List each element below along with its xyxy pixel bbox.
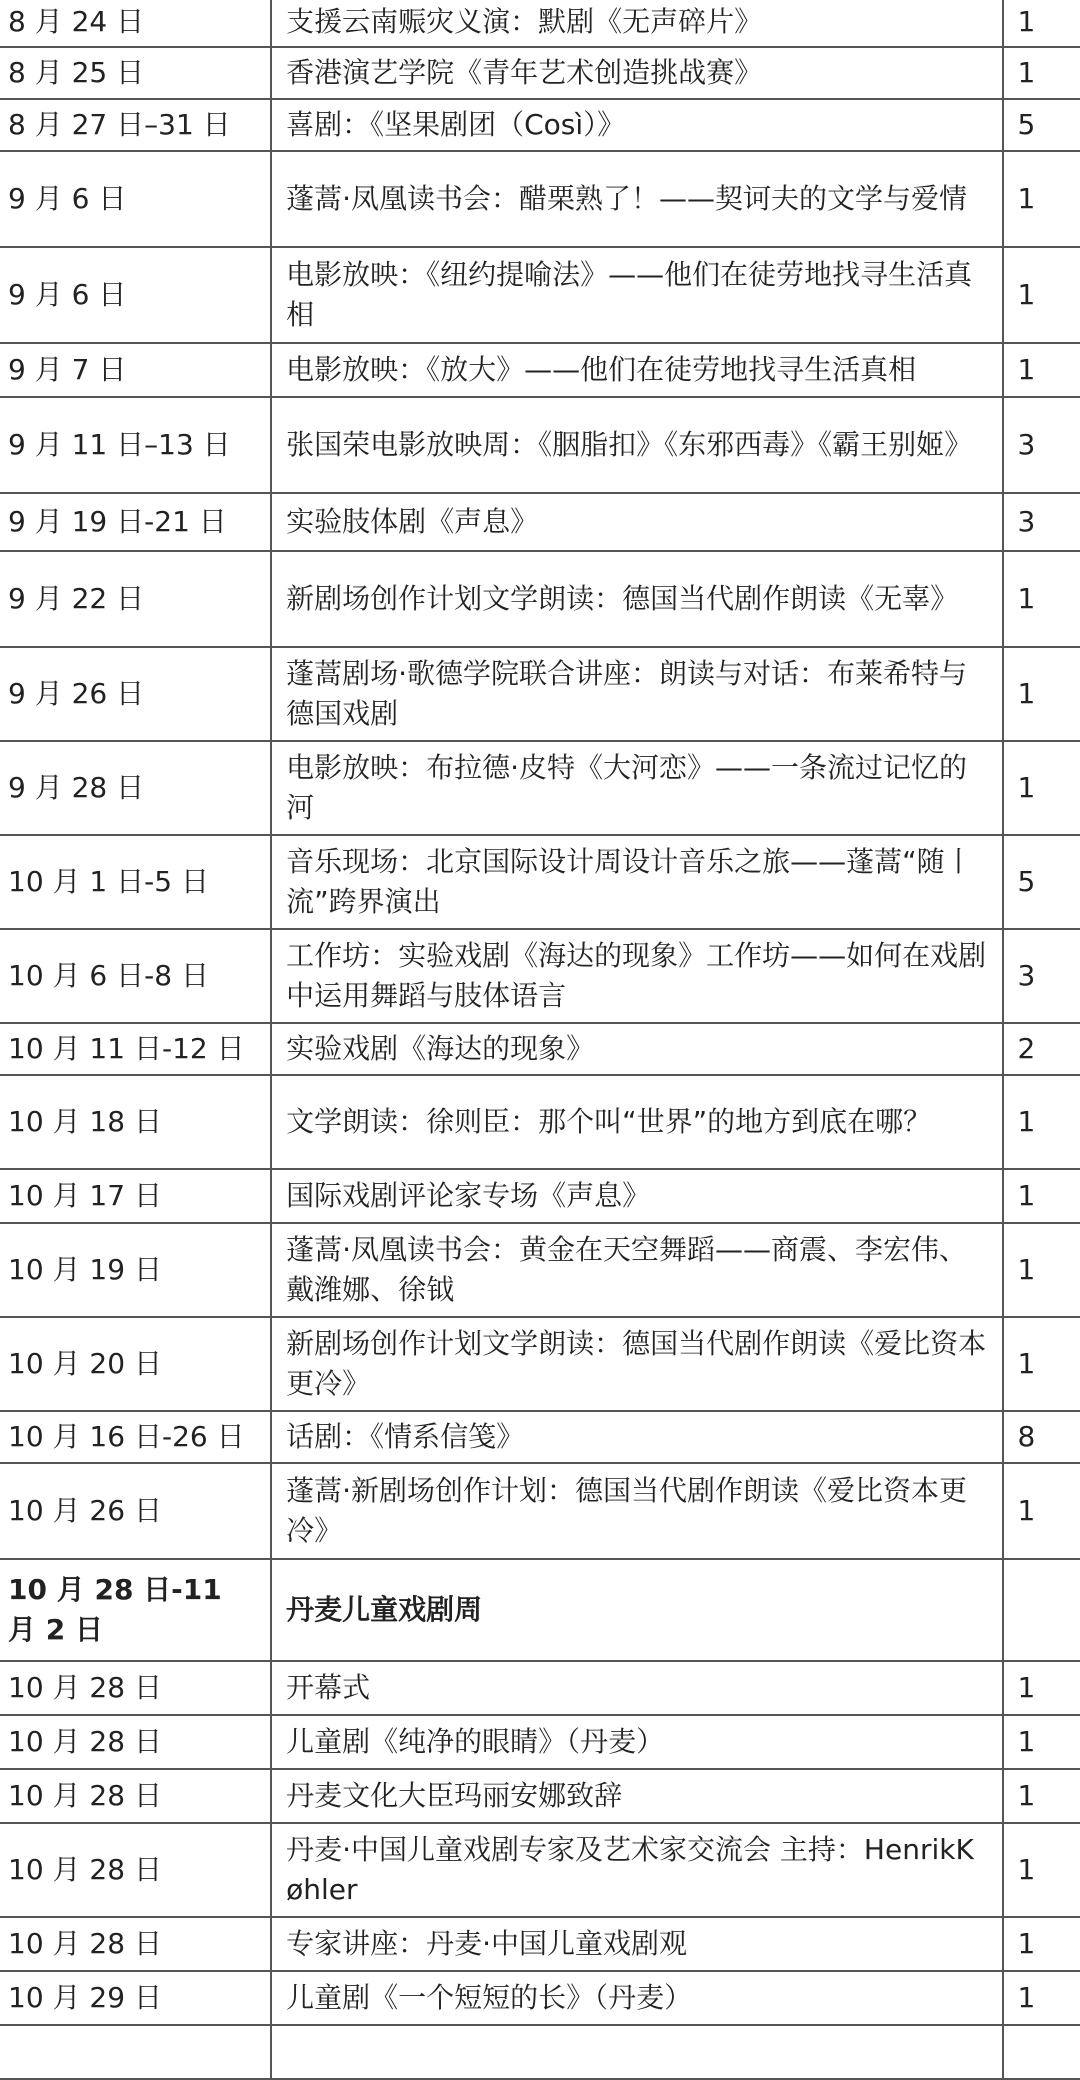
table-row	[0, 929, 1080, 1023]
event-cell: 音乐现场：北京国际设计周设计音乐之旅——蓬蒿“随丨流”跨界演出	[271, 835, 1002, 929]
date-cell: 10 月 17 日	[0, 1169, 271, 1223]
event-cell: 蓬蒿·新剧场创作计划：德国当代剧作朗读《爱比资本更冷》	[271, 1463, 1002, 1559]
date-cell: 10 月 28 日	[0, 1769, 271, 1823]
table-row	[0, 1661, 1080, 1715]
event-cell: 开幕式	[271, 1661, 1002, 1715]
event-cell: 电影放映：《放大》——他们在徒劳地找寻生活真相	[271, 343, 1002, 397]
table-row	[0, 1317, 1080, 1411]
event-cell: 丹麦文化大臣玛丽安娜致辞	[271, 1769, 1002, 1823]
date-cell: 9 月 22 日	[0, 551, 271, 647]
count-cell: 1	[1003, 741, 1080, 835]
date-cell: 9 月 19 日-21 日	[0, 493, 271, 551]
event-cell: 喜剧：《坚果剧团（Così）》	[271, 99, 1002, 151]
event-cell: 新剧场创作计划文学朗读：德国当代剧作朗读《无辜》	[271, 551, 1002, 647]
count-cell: 1	[1003, 1971, 1080, 2025]
event-cell: 专家讲座：丹麦·中国儿童戏剧观	[271, 1917, 1002, 1971]
date-cell: 10 月 28 日	[0, 1715, 271, 1769]
table-row	[0, 1223, 1080, 1317]
date-cell: 10 月 18 日	[0, 1075, 271, 1169]
date-cell: 10 月 29 日	[0, 1971, 271, 2025]
table-row	[0, 741, 1080, 835]
date-cell: 9 月 11 日–13 日	[0, 397, 271, 493]
table-row	[0, 47, 1080, 99]
event-cell: 蓬蒿·凤凰读书会：黄金在天空舞蹈——商震、李宏伟、戴潍娜、徐钺	[271, 1223, 1002, 1317]
date-cell: 10 月 28 日	[0, 1917, 271, 1971]
date-cell: 10 月 19 日	[0, 1223, 271, 1317]
table-row	[0, 1769, 1080, 1823]
count-cell: 1	[1003, 1463, 1080, 1559]
date-cell: 9 月 6 日	[0, 151, 271, 247]
table-row	[0, 99, 1080, 151]
date-cell: 9 月 26 日	[0, 647, 271, 741]
table-row	[0, 2025, 1080, 2079]
event-cell: 丹麦儿童戏剧周	[271, 1559, 1002, 1661]
table-row	[0, 1023, 1080, 1075]
table-row	[0, 1075, 1080, 1169]
date-cell: 10 月 20 日	[0, 1317, 271, 1411]
count-cell: 5	[1003, 99, 1080, 151]
table-row	[0, 397, 1080, 493]
event-cell: 话剧：《情系信笺》	[271, 1411, 1002, 1463]
event-cell: 实验肢体剧《声息》	[271, 493, 1002, 551]
date-cell	[0, 2025, 271, 2079]
event-cell: 支援云南赈灾义演：默剧《无声碎片》	[271, 0, 1002, 47]
count-cell: 1	[1003, 1917, 1080, 1971]
date-cell: 9 月 6 日	[0, 247, 271, 343]
table-row	[0, 647, 1080, 741]
count-cell: 1	[1003, 551, 1080, 647]
count-cell: 1	[1003, 1075, 1080, 1169]
count-cell: 2	[1003, 1023, 1080, 1075]
count-cell: 1	[1003, 1769, 1080, 1823]
count-cell: 1	[1003, 1317, 1080, 1411]
table-row	[0, 1559, 1080, 1661]
date-cell: 10 月 1 日-5 日	[0, 835, 271, 929]
table-row	[0, 551, 1080, 647]
date-cell: 10 月 28 日	[0, 1823, 271, 1917]
event-cell: 张国荣电影放映周：《胭脂扣》《东邪西毒》《霸王别姬》	[271, 397, 1002, 493]
table-row	[0, 1169, 1080, 1223]
count-cell: 1	[1003, 1169, 1080, 1223]
count-cell: 1	[1003, 343, 1080, 397]
count-cell: 3	[1003, 397, 1080, 493]
table-row	[0, 1463, 1080, 1559]
count-cell: 8	[1003, 1411, 1080, 1463]
table-row	[0, 1411, 1080, 1463]
table-row	[0, 0, 1080, 47]
count-cell: 1	[1003, 47, 1080, 99]
event-cell: 蓬蒿剧场·歌德学院联合讲座：朗读与对话：布莱希特与德国戏剧	[271, 647, 1002, 741]
count-cell	[1003, 2025, 1080, 2079]
date-cell: 9 月 7 日	[0, 343, 271, 397]
count-cell: 3	[1003, 929, 1080, 1023]
event-cell: 香港演艺学院《青年艺术创造挑战赛》	[271, 47, 1002, 99]
date-cell: 10 月 11 日-12 日	[0, 1023, 271, 1075]
event-cell: 新剧场创作计划文学朗读：德国当代剧作朗读《爱比资本更冷》	[271, 1317, 1002, 1411]
event-cell: 儿童剧《纯净的眼睛》（丹麦）	[271, 1715, 1002, 1769]
table-row	[0, 151, 1080, 247]
table-row	[0, 1823, 1080, 1917]
event-cell	[271, 2025, 1002, 2079]
count-cell: 1	[1003, 1715, 1080, 1769]
event-cell: 电影放映：布拉德·皮特《大河恋》——一条流过记忆的河	[271, 741, 1002, 835]
event-cell: 丹麦·中国儿童戏剧专家及艺术家交流会 主持：HenrikKøhler	[271, 1823, 1002, 1917]
count-cell	[1003, 1559, 1080, 1661]
date-cell: 8 月 24 日	[0, 0, 271, 47]
event-cell: 蓬蒿·凤凰读书会：醋栗熟了！——契诃夫的文学与爱情	[271, 151, 1002, 247]
date-cell: 8 月 27 日–31 日	[0, 99, 271, 151]
table-row	[0, 1715, 1080, 1769]
event-cell: 儿童剧《一个短短的长》（丹麦）	[271, 1971, 1002, 2025]
count-cell: 1	[1003, 1223, 1080, 1317]
table-row	[0, 247, 1080, 343]
count-cell: 1	[1003, 151, 1080, 247]
date-cell: 9 月 28 日	[0, 741, 271, 835]
date-cell: 10 月 26 日	[0, 1463, 271, 1559]
date-cell: 10 月 28 日-11 月 2 日	[0, 1559, 271, 1661]
table-row	[0, 835, 1080, 929]
event-cell: 国际戏剧评论家专场《声息》	[271, 1169, 1002, 1223]
event-cell: 实验戏剧《海达的现象》	[271, 1023, 1002, 1075]
count-cell: 1	[1003, 1661, 1080, 1715]
count-cell: 1	[1003, 0, 1080, 47]
table-row	[0, 1917, 1080, 1971]
count-cell: 5	[1003, 835, 1080, 929]
count-cell: 3	[1003, 493, 1080, 551]
table-row	[0, 343, 1080, 397]
count-cell: 1	[1003, 247, 1080, 343]
event-cell: 工作坊：实验戏剧《海达的现象》工作坊——如何在戏剧中运用舞蹈与肢体语言	[271, 929, 1002, 1023]
date-cell: 8 月 25 日	[0, 47, 271, 99]
date-cell: 10 月 6 日-8 日	[0, 929, 271, 1023]
date-cell: 10 月 16 日-26 日	[0, 1411, 271, 1463]
count-cell: 1	[1003, 1823, 1080, 1917]
date-cell: 10 月 28 日	[0, 1661, 271, 1715]
table-row	[0, 493, 1080, 551]
event-cell: 文学朗读：徐则臣：那个叫“世界”的地方到底在哪？	[271, 1075, 1002, 1169]
table-row	[0, 1971, 1080, 2025]
event-cell: 电影放映：《纽约提喻法》——他们在徒劳地找寻生活真相	[271, 247, 1002, 343]
count-cell: 1	[1003, 647, 1080, 741]
